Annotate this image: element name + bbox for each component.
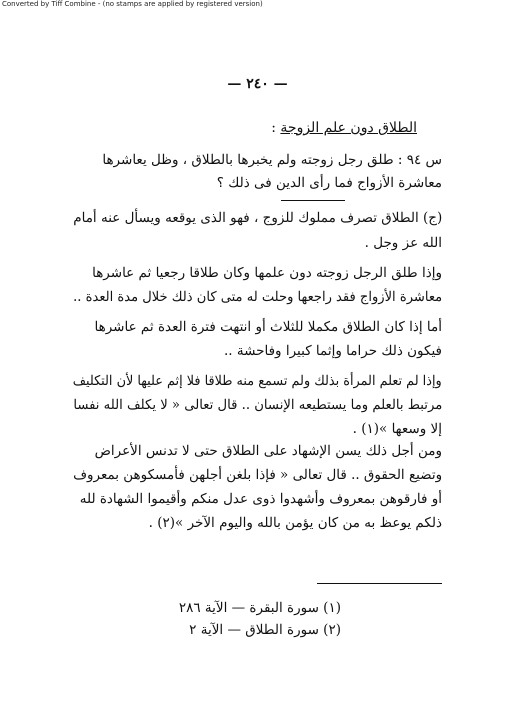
answer-line: وإذا لم تعلم المرأة بذلك ولم تسمع منه طلاقا فلا إثم عليها لأن التكليف — [73, 373, 442, 389]
page-number: — ٢٤٠ — — [227, 76, 288, 92]
answer-line: فيكون ذلك حراما وإثما كبيرا وفاحشة .. — [223, 343, 442, 359]
question-line: معاشرة الأزواج فما رأى الدين فى ذلك ؟ — [216, 175, 442, 191]
answer-line: ومن أجل ذلك يسن الإشهاد على الطلاق حتى لا تدنس الأعراض — [94, 443, 442, 459]
answer-line: معاشرة الأزواج فقد راجعها وحلت له متى كان ذلك خلال مدة العدة .. — [73, 289, 442, 305]
heading-colon: : — [271, 120, 276, 136]
footnote-separator — [317, 583, 442, 584]
converter-notice: Converted by Tiff Combine - (no stamps are applied by registered version) — [2, 0, 263, 8]
answer-line: أما إذا كان الطلاق مكملا للثلاث أو انتهت فترة العدة ثم عاشرها — [94, 319, 442, 335]
footnote: (٢) سورة الطلاق — الآية ٢ — [189, 622, 341, 638]
answer-line: وتضيع الحقوق .. قال تعالى « فإذا بلغن أجلهن فأمسكوهن بمعروف — [73, 467, 442, 483]
answer-line: إلا وسعها »(١) . — [352, 421, 442, 437]
answer-line: ذلكم يوعظ به من كان يؤمن بالله واليوم الآخر »(٢) . — [148, 515, 442, 531]
answer-line: أو فارقوهن بمعروف وأشهدوا ذوى عدل منكم وأقيموا الشهادة لله — [79, 491, 442, 507]
answer-line: مرتبط بالعلم وما يستطيعه الإنسان .. قال تعالى « لا يكلف الله نفسا — [73, 397, 442, 413]
answer-line: (ج) الطلاق تصرف مملوك للزوج ، فهو الذى يوقعه ويسأل عنه أمام — [73, 210, 442, 226]
question-line: س ٩٤ : طلق رجل زوجته ولم يخبرها بالطلاق ، وظل يعاشرها — [102, 152, 442, 168]
answer-line: وإذا طلق الرجل زوجته دون علمها وكان طلاقا رجعيا ثم عاشرها — [92, 265, 442, 281]
heading-text: الطلاق دون علم الزوجة — [280, 120, 417, 136]
footnote: (١) سورة البقرة — الآية ٢٨٦ — [178, 600, 341, 616]
section-heading — [271, 120, 417, 136]
answer-line: الله عز وجل . — [364, 235, 442, 251]
question-separator — [281, 200, 345, 201]
